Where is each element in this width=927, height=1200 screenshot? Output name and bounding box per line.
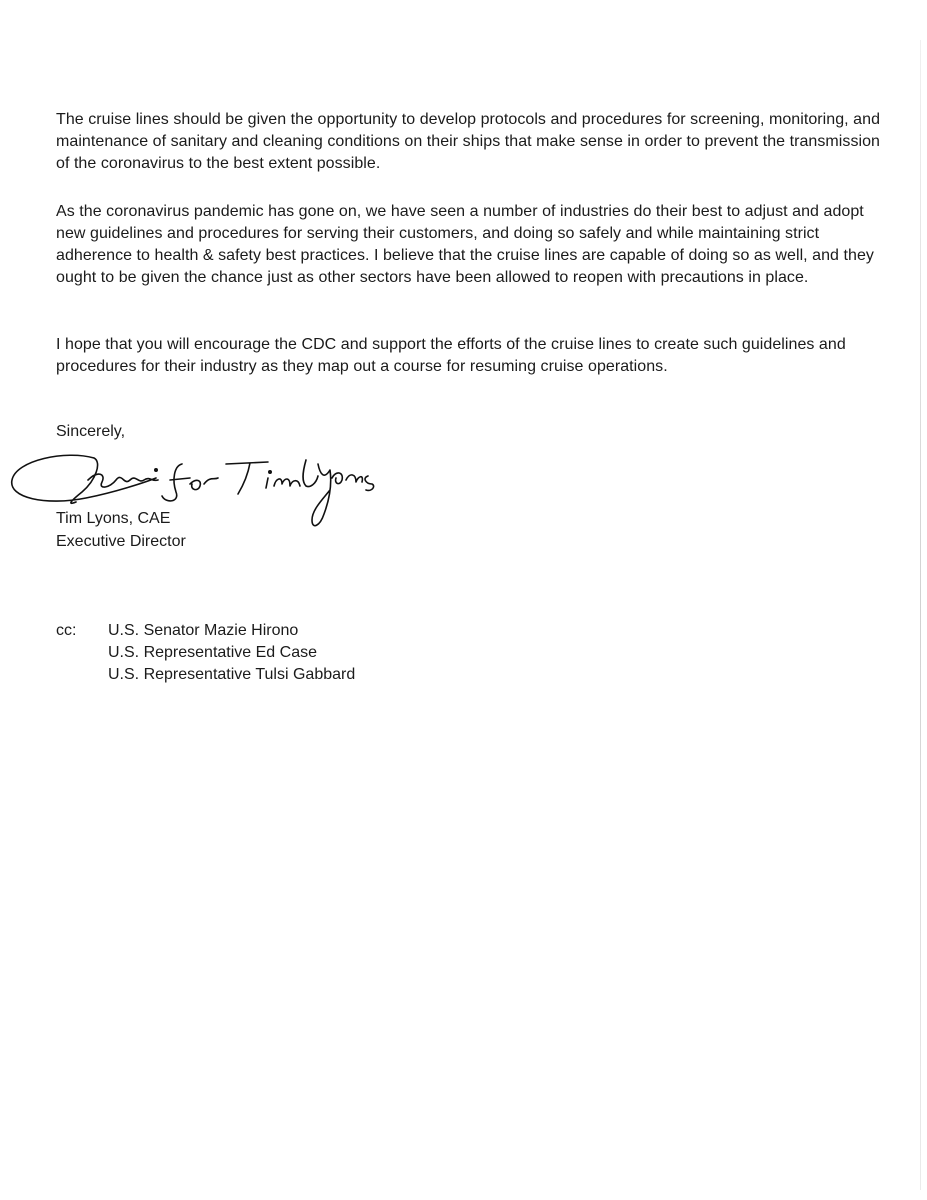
body-paragraph-3: I hope that you will encourage the CDC and support the efforts of the cruise lines to create such guidelines and procedures for their industry as they map out a course for resuming cruise operations. [56,336,846,375]
closing: Sincerely, [56,423,126,440]
cc-label: cc: [56,622,77,639]
signer-name: Tim Lyons, CAE [56,510,171,527]
cc-list [108,620,355,686]
body-paragraph-2: As the coronavirus pandemic has gone on, we have seen a number of industries do their best to adjust and adopt new guidelines and procedures for serving their customers, and doing so safely and while maintaining strict adherence to health & safety best practices. I believe that the cruise lines are capable of doing so as well, and they ought to be given the chance just as other sectors have been allowed to reopen with precautions in place. [56,203,874,286]
cc-recipient: U.S. Representative Tulsi Gabbard [108,666,356,683]
scan-edge [920,40,921,1190]
signer-title: Executive Director [56,533,186,550]
body-paragraph-1: The cruise lines should be given the opportunity to develop protocols and procedures for screening, monitoring, and maintenance of sanitary and cleaning conditions on their ships that make sense in order to prevent the transmission of the coronavirus to the best extent possible. [56,111,881,172]
cc-recipient: U.S. Senator Mazie Hirono [108,622,299,639]
cc-recipient: U.S. Representative Ed Case [108,644,317,661]
